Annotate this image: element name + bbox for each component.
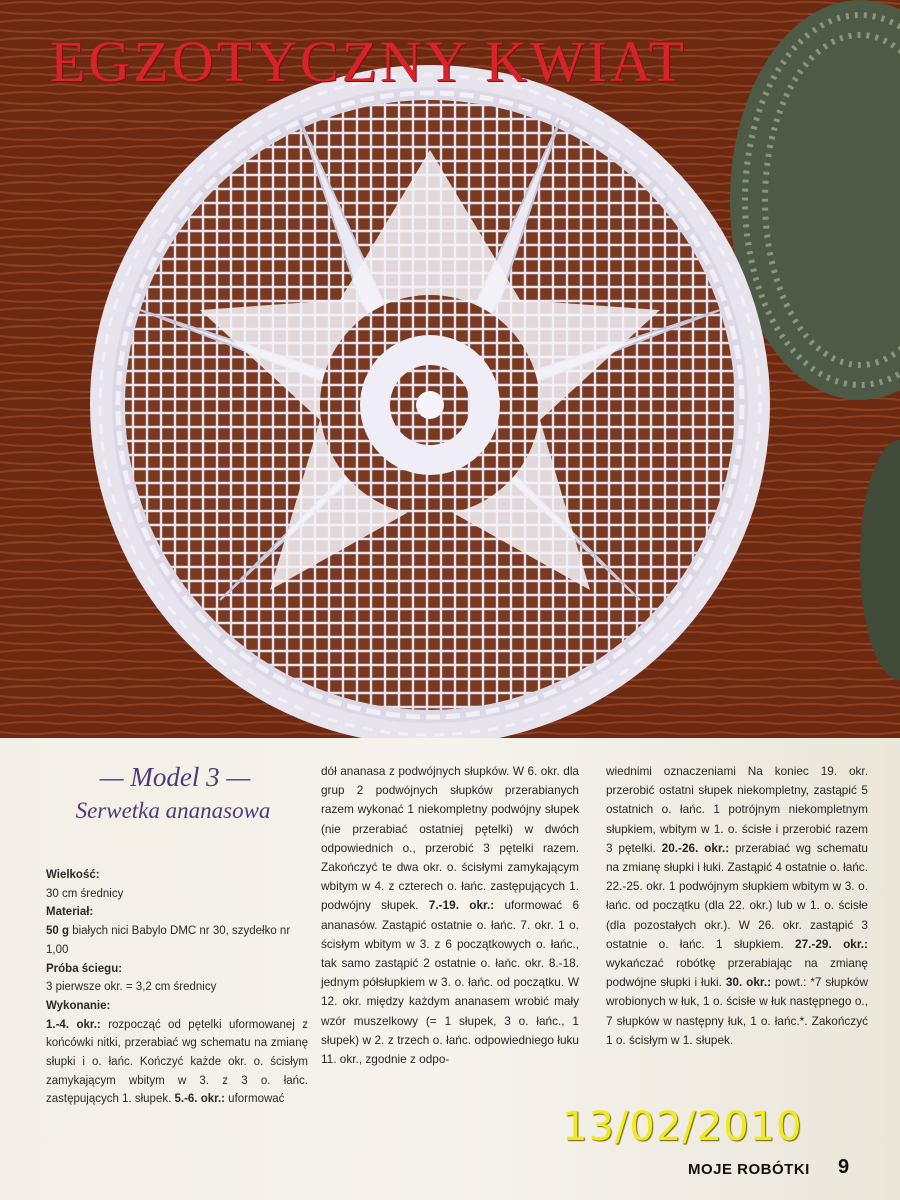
col3-text-b: przerabiać wg schematu na zmianę słupki i łuki. Zastąpić 4 ostatnie o. łańc. 22.-25. okr. 1 podwójnym słupkiem wbitym w 3. o. łańc. od początku (dla 22. okr.) lub w 1. o. ścisłe (dla pozostałych okr.). W 26. okr. zastąpić 3 ostatnie o. łańc. 1 słupkiem. <box>606 840 868 951</box>
magazine-name: MOJE ROBÓTKI <box>688 1161 810 1178</box>
instructions-column-3 <box>606 762 868 1050</box>
col3-text-c: wykańczać robótkę przerabiając na zmianę podwójne słupki i łuki. <box>606 956 868 990</box>
step-5-6-label: 5.-6. okr.: <box>171 1093 225 1106</box>
col2-text-b: uformować 6 ananasów. Zastąpić ostatnie o. łańc. 7. okr. 1 o. ścisłym wbitym w 3. z 6 początkowych o. łańc., tak samo zastąpić 2 ostatnie o. łańc. okr. 8.-18. jednym półsłupkiem w 3. o. łańc. od początku. W 12. okr. między każdym ananasem wrobić mały wzór muszelkowy (= 1 słupek, 3 o. łańc., 1 słupek) w 2. z trzech o. łańc. odpowiedniego łuku 11. okr., zgodnie z odpo- <box>321 898 580 1067</box>
step-1-4-text: rozpocząć od pętelki uformowanej z końcówki nitki, przerabiać wg schematu na zmianę słupki i o. łańc. Kończyć każde okr. o. ścisłym zamykającym wbitym w 3. z 3 o. łańc. zastępujących 1. słupek. <box>46 1018 308 1106</box>
gauge-label: Próba ściegu: <box>46 962 123 975</box>
model-subtitle: Serwetka ananasowa <box>75 798 271 823</box>
col3-text-a: wiednimi oznaczeniami Na koniec 19. okr. przerobić ostatni słupek niekompletny, zastąpić 5 ostatnich o. łańc. 1 potrójnym niekompletnym słupkiem, wbitym w 1. o. ścisłe i przerobić razem 3 pętelki. <box>606 764 868 855</box>
instructions-label: Wykonanie: <box>46 999 111 1012</box>
step-5-6-text: uformować <box>224 1093 285 1106</box>
material-value: białych nici Babylo DMC nr 30, szydełko nr 1,00 <box>46 925 291 956</box>
date-stamp: 13/02/2010 <box>562 1104 803 1150</box>
step-27-29-label: 27.-29. okr.: <box>783 936 868 951</box>
specs-column <box>46 866 308 1109</box>
instructions-column-2 <box>321 762 579 1069</box>
step-7-19-label: 7.-19. okr.: <box>418 898 495 913</box>
page-number: 9 <box>838 1156 850 1178</box>
size-value: 30 cm średnicy <box>46 887 124 900</box>
step-20-26-label: 20.-26. okr.: <box>655 840 730 855</box>
col3-text-d: powt.: *7 słupków wrobionych w łuk, 1 o. ścisłe w łuk następnego o., 7 słupków w następny łuk, 1 o. łańc.*. Zakończyć 1 o. ścisłym w 1. słupek. <box>606 975 868 1047</box>
article-headline: EGZOTYCZNY KWIAT <box>50 29 688 94</box>
step-30-label: 30. okr.: <box>721 975 772 990</box>
material-amount: 50 g <box>46 925 70 938</box>
material-label: Materiał: <box>46 906 94 919</box>
size-label: Wielkość: <box>46 869 100 881</box>
col2-text-a: dół ananasa z podwójnych słupków. W 6. okr. dla grup 2 podwójnych słupków przerabianych razem wykonać 1 niekompletny podwójny słupek (nie przerabiać ostatniej pętelki) w dwóch odpowiednich o., przerobić 3 pętelki razem. Zakończyć te dwa okr. o. ścisłymi zamykającym wbitym w 4. z czterech o. łańc. zastępujących 1. podwójny słupek. <box>321 764 579 913</box>
step-1-4-label: 1.-4. okr.: <box>46 1018 101 1031</box>
gauge-value: 3 pierwsze okr. = 3,2 cm średnicy <box>46 981 217 994</box>
model-title: — Model 3 — <box>99 762 251 792</box>
doily <box>90 65 770 738</box>
